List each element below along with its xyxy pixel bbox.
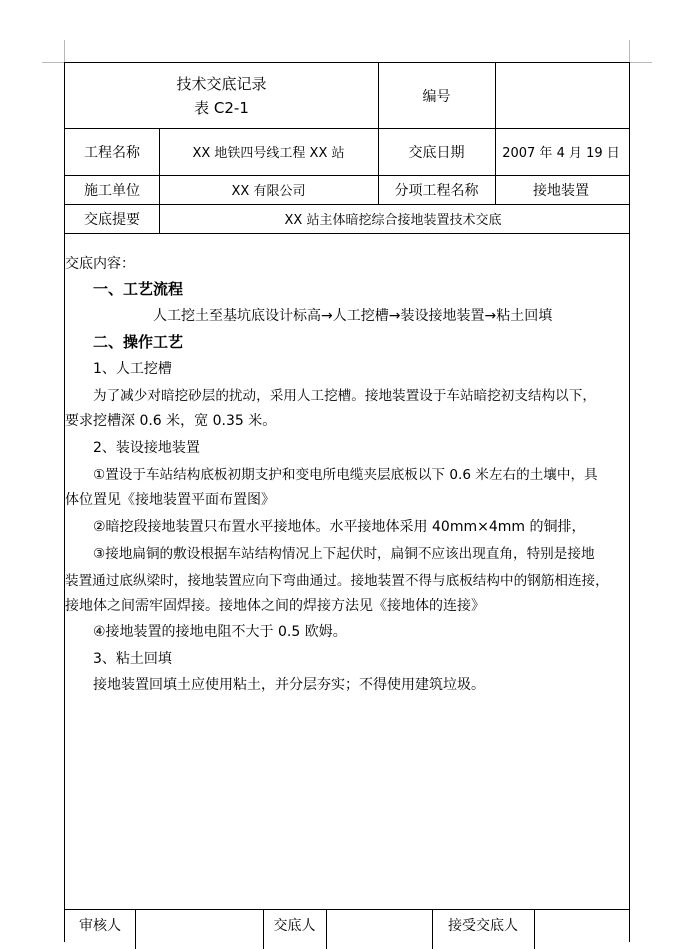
subsection-title: 3、粘土回填 bbox=[93, 651, 172, 667]
section-title: 一、工艺流程 bbox=[93, 280, 184, 298]
summary-label: 交底提要 bbox=[84, 211, 140, 228]
discloser-value bbox=[326, 909, 432, 941]
paragraph-line: ④接地装置的接地电阻不大于 0.5 欧姆。 bbox=[93, 624, 347, 640]
date-value: 2007 年 4 月 19 日 bbox=[502, 146, 620, 161]
paragraph-line: 要求挖槽深 0.6 米，宽 0.35 米。 bbox=[65, 413, 277, 429]
row-divider bbox=[65, 233, 629, 234]
crop-mark-top-left-h bbox=[42, 62, 64, 63]
number-value bbox=[495, 63, 627, 128]
subproject-label: 分项工程名称 bbox=[394, 182, 479, 199]
crop-mark-top-right-v bbox=[629, 40, 630, 62]
paragraph-line: 接地装置回填土应使用粘土，并分层夯实；不得使用建筑垃圾。 bbox=[93, 677, 485, 693]
reviewer-label: 审核人 bbox=[79, 918, 121, 934]
number-label: 编号 bbox=[422, 88, 451, 105]
date-label: 交底日期 bbox=[408, 144, 465, 161]
contractor-value: XX 有限公司 bbox=[231, 184, 306, 199]
discloser-label: 交底人 bbox=[273, 918, 316, 934]
receiver-label: 接受交底人 bbox=[448, 918, 518, 934]
document-title-cell bbox=[65, 63, 378, 128]
paragraph-line: 接地体之间需牢固焊接。接地体之间的焊接方法见《接地体的连接》 bbox=[65, 598, 485, 614]
paragraph-line: ①置设于车站结构底板初期支护和变电所电缆夹层底板以下 0.6 米左右的土壤中，具 bbox=[93, 467, 598, 483]
paragraph-line: 体位置见《接地装置平面布置图》 bbox=[65, 492, 275, 508]
crop-mark-top-left-v bbox=[64, 40, 65, 62]
paragraph-line: ②暗挖段接地装置只布置水平接地体。水平接地体采用 40mm×4mm 的铜排， bbox=[93, 519, 586, 535]
content-intro: 交底内容： bbox=[65, 256, 135, 272]
section-title: 二、操作工艺 bbox=[93, 333, 184, 351]
paragraph-line: 装置通过底纵梁时，接地装置应向下弯曲通过。接地装置不得与底板结构中的钢筋相连接， bbox=[65, 573, 609, 589]
project-name-label: 工程名称 bbox=[84, 144, 140, 161]
subproject-value: 接地装置 bbox=[533, 182, 589, 199]
project-name-value: XX 地铁四号线工程 XX 站 bbox=[192, 146, 345, 161]
contractor-label: 施工单位 bbox=[84, 182, 140, 199]
paragraph-line: ③接地扁铜的敷设根据车站结构情况上下起伏时，扁铜不应该出现直角，特别是接地 bbox=[93, 546, 595, 562]
form-number: 表 C2-1 bbox=[194, 98, 249, 117]
receiver-value bbox=[534, 909, 627, 941]
reviewer-value bbox=[135, 909, 263, 941]
summary-value: XX 站主体暗挖综合接地装置技术交底 bbox=[284, 213, 502, 228]
subsection-title: 2、装设接地装置 bbox=[93, 440, 200, 456]
process-flow: 人工挖土至基坑底设计标高→人工挖槽→装设接地装置→粘土回填 bbox=[153, 308, 553, 324]
paragraph-line: 为了减少对暗挖砂层的扰动，采用人工挖槽。接地装置设于车站暗挖初支结构以下， bbox=[93, 388, 596, 404]
crop-mark-top-right-h bbox=[630, 62, 652, 63]
document-title: 技术交底记录 bbox=[176, 74, 267, 93]
disclosure-record-table bbox=[64, 62, 630, 942]
subsection-title: 1、人工挖槽 bbox=[93, 361, 172, 377]
